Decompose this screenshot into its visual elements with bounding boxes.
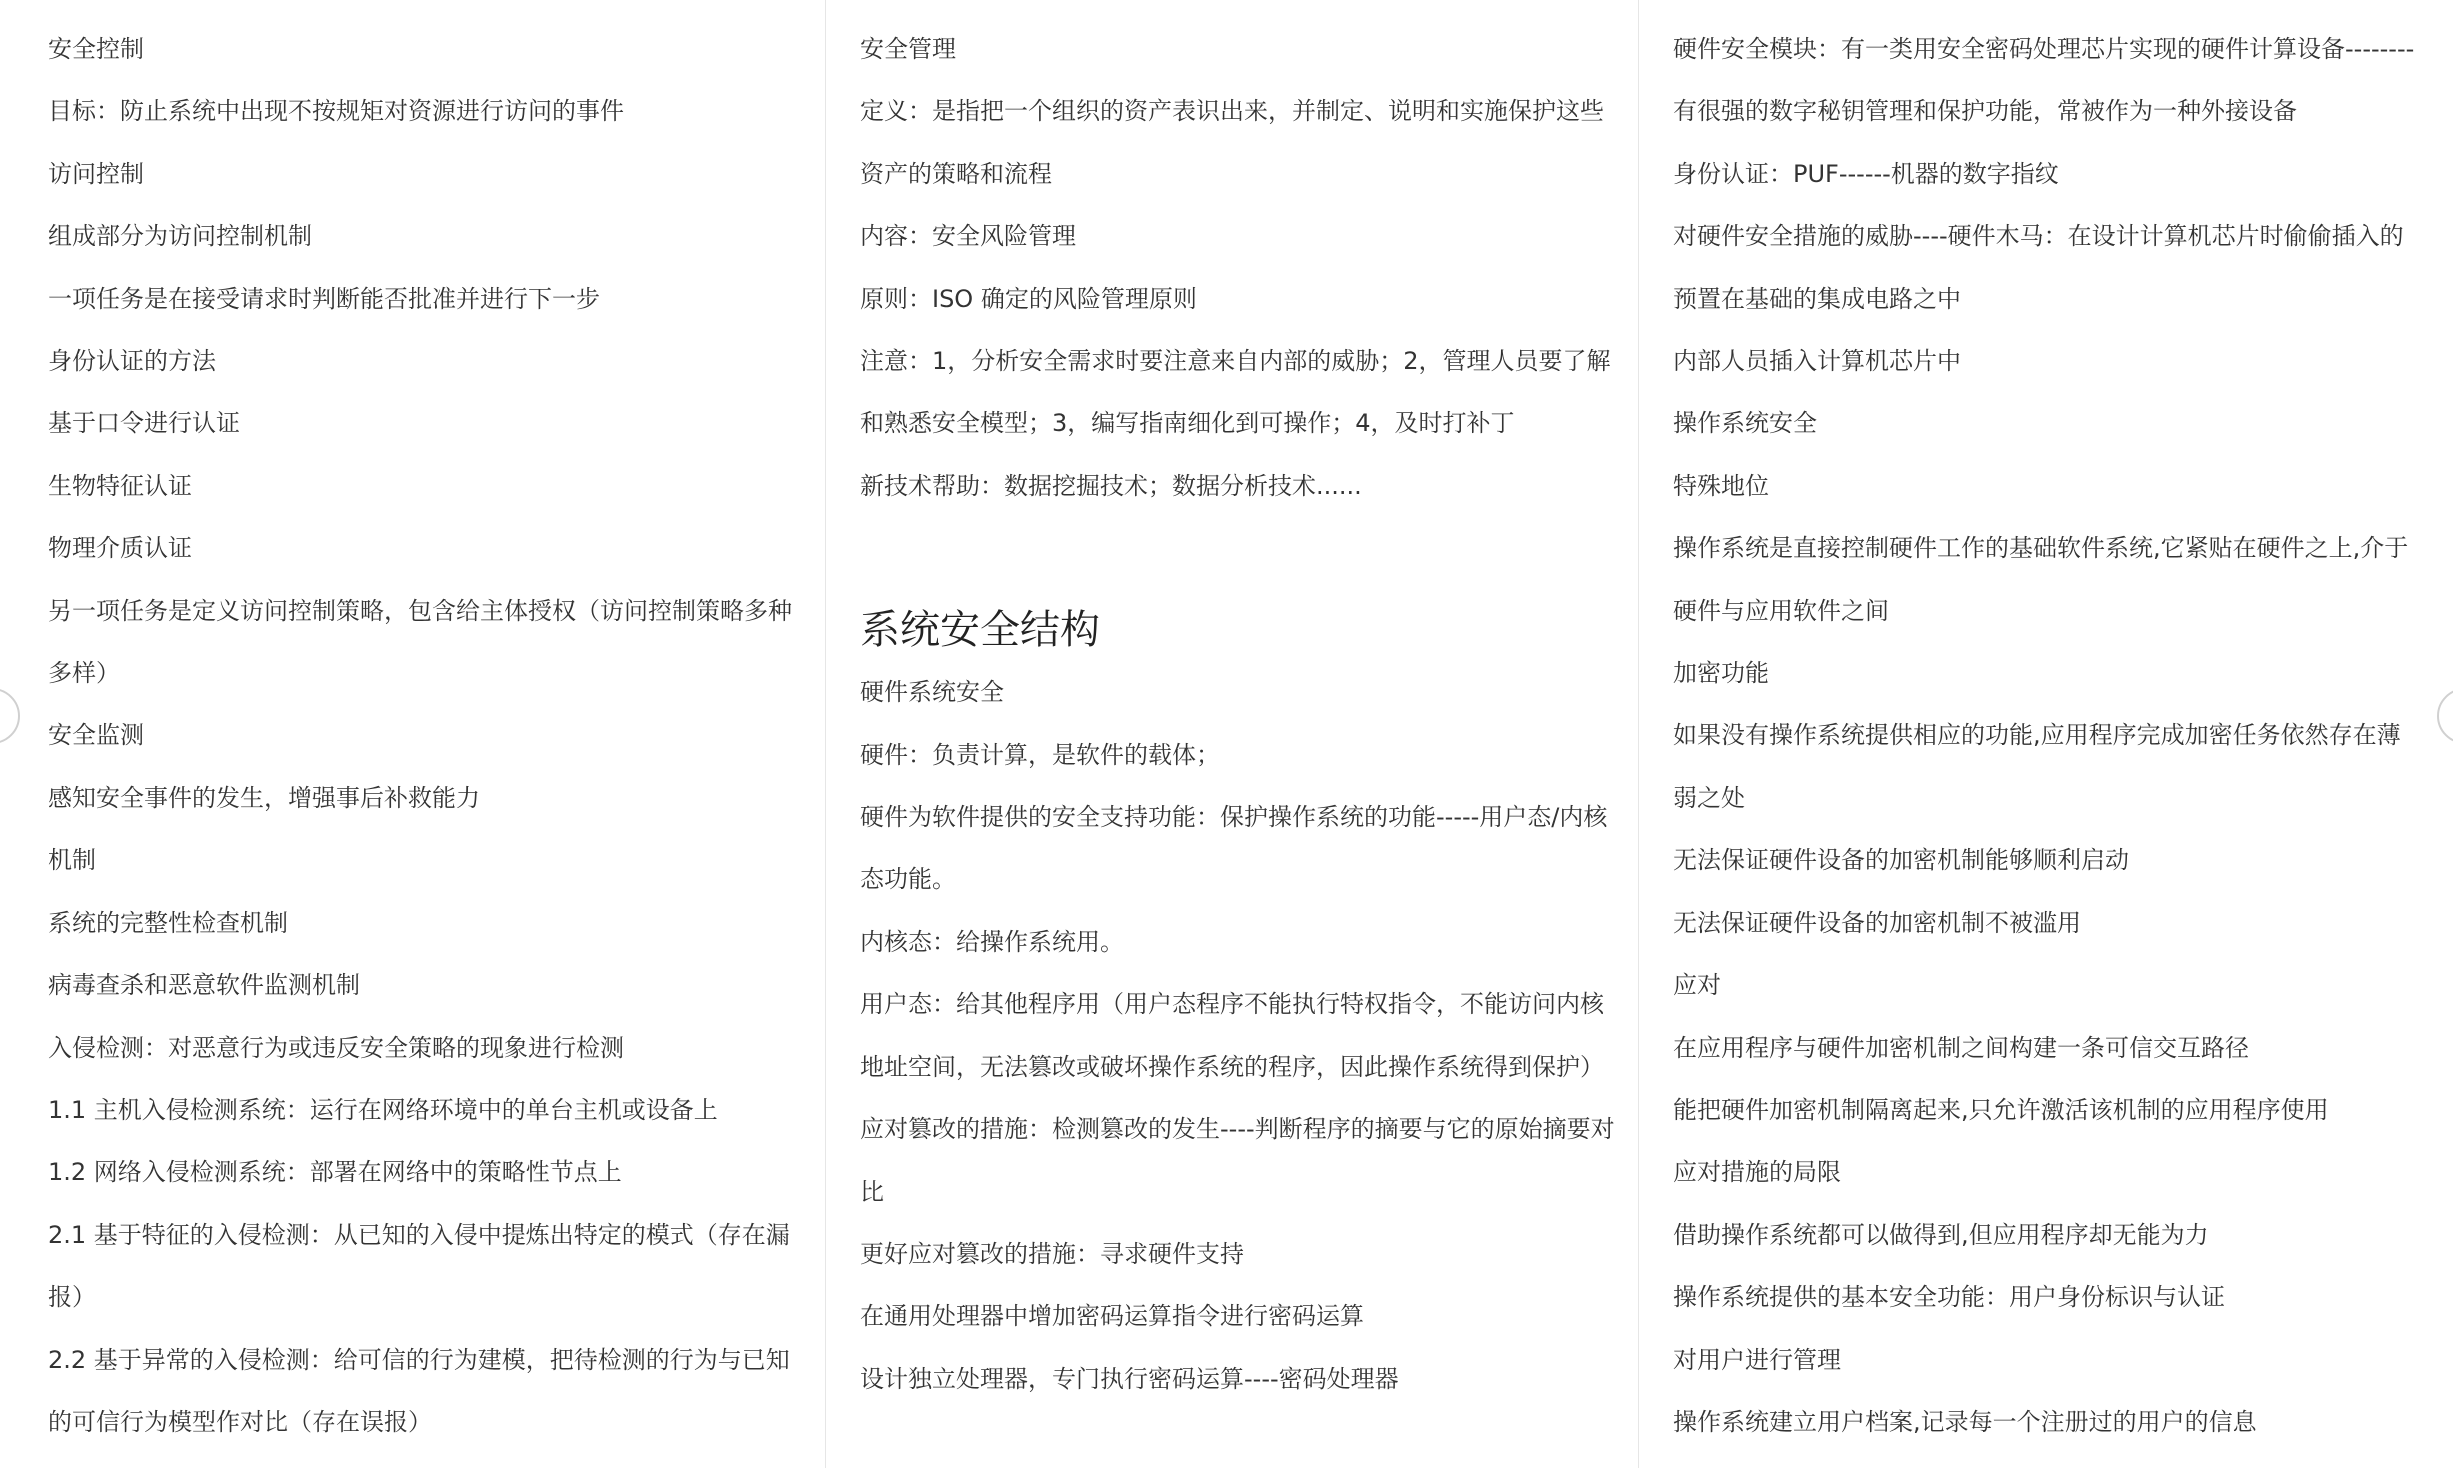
text-line: 设计独立处理器，专门执行密码运算----密码处理器	[860, 1364, 1399, 1393]
paragraph	[1673, 954, 2431, 1016]
text-line: 应对篡改的措施：检测篡改的发生----判断程序的摘要与它的原始摘要对	[860, 1115, 1615, 1144]
paragraph	[1673, 455, 2431, 517]
text-line: 内容：安全风险管理	[860, 222, 1076, 251]
paragraph	[860, 1285, 1616, 1347]
paragraph	[860, 330, 1616, 455]
paragraph-spacer	[860, 517, 1616, 579]
text-line: 弱之处	[1673, 783, 1745, 812]
paragraph	[860, 455, 1616, 517]
text-line: 应对措施的局限	[1673, 1158, 1841, 1187]
paragraph	[860, 1223, 1616, 1285]
paragraph	[48, 392, 803, 454]
text-line: 比	[860, 1177, 884, 1206]
column-1	[0, 0, 826, 1468]
text-line: 的可信行为模型作对比（存在误报）	[48, 1407, 432, 1436]
paragraph	[1673, 1329, 2431, 1391]
text-line: 借助操作系统都可以做得到,但应用程序却无能为力	[1673, 1220, 2209, 1249]
text-line: 操作系统是直接控制硬件工作的基础软件系统,它紧贴在硬件之上,介于	[1673, 534, 2409, 563]
text-line: 安全管理	[860, 35, 956, 63]
text-line: 组成部分为访问控制机制	[48, 222, 312, 251]
text-line: 应对	[1673, 971, 1721, 1000]
text-line: 入侵检测：对恶意行为或违反安全策略的现象进行检测	[48, 1033, 624, 1062]
paragraph	[48, 18, 803, 80]
text-line: 生物特征认证	[48, 471, 192, 500]
paragraph	[860, 268, 1616, 330]
text-line: 在通用处理器中增加密码运算指令进行密码运算	[860, 1302, 1364, 1331]
paragraph	[48, 704, 803, 766]
paragraph	[860, 724, 1616, 786]
text-line: 报）	[48, 1283, 96, 1312]
text-line: 注意：1，分析安全需求时要注意来自内部的威胁；2，管理人员要了解	[860, 347, 1611, 376]
paragraph	[48, 829, 803, 891]
paragraph	[48, 205, 803, 267]
paragraph	[1673, 330, 2431, 392]
paragraph	[1673, 704, 2431, 829]
text-line: 地址空间，无法篡改或破坏操作系统的程序，因此操作系统得到保护）	[860, 1052, 1604, 1081]
text-line: 态功能。	[860, 865, 956, 894]
paragraph	[1673, 1266, 2431, 1328]
paragraph	[860, 786, 1616, 911]
text-line: 用户态：给其他程序用（用户态程序不能执行特权指令，不能访问内核	[860, 990, 1604, 1019]
text-line: 1.2 网络入侵检测系统：部署在网络中的策略性节点上	[48, 1158, 622, 1187]
text-line: 特殊地位	[1673, 471, 1769, 500]
text-line: 硬件安全模块：有一类用安全密码处理芯片实现的硬件计算设备--------	[1673, 35, 2415, 63]
paragraph	[48, 892, 803, 954]
text-line: 硬件系统安全	[860, 678, 1004, 707]
text-line: 2.2 基于异常的入侵检测：给可信的行为建模，把待检测的行为与已知	[48, 1345, 790, 1374]
paragraph	[1673, 205, 2431, 330]
text-line: 机制	[48, 846, 96, 875]
paragraph	[48, 143, 803, 205]
paragraph	[48, 1141, 803, 1203]
text-line: 身份认证的方法	[48, 347, 216, 376]
paragraph	[48, 268, 803, 330]
paragraph	[860, 1098, 1616, 1223]
paragraph	[1673, 1204, 2431, 1266]
text-line: 感知安全事件的发生，增强事后补救能力	[48, 783, 480, 812]
text-line: 病毒查杀和恶意软件监测机制	[48, 971, 360, 1000]
paragraph	[48, 767, 803, 829]
text-line: 安全控制	[48, 35, 144, 63]
text-line: 身份认证：PUF------机器的数字指纹	[1673, 159, 2059, 188]
paragraph	[860, 80, 1616, 205]
text-line: 有很强的数字秘钥管理和保护功能，常被作为一种外接设备	[1673, 97, 2297, 126]
text-line: 对硬件安全措施的威胁----硬件木马：在设计计算机芯片时偷偷插入的	[1673, 222, 2404, 251]
paragraph	[1673, 642, 2431, 704]
text-line: 内部人员插入计算机芯片中	[1673, 347, 1961, 376]
text-line: 无法保证硬件设备的加密机制不被滥用	[1673, 908, 2081, 937]
paragraph	[48, 455, 803, 517]
paragraph	[48, 80, 803, 142]
text-line: 内核态：给操作系统用。	[860, 927, 1124, 956]
column-3	[1639, 0, 2453, 1468]
text-line: 在应用程序与硬件加密机制之间构建一条可信交互路径	[1673, 1033, 2249, 1062]
paragraph	[48, 1204, 803, 1329]
paragraph	[860, 911, 1616, 973]
text-line: 访问控制	[48, 159, 144, 188]
paragraph	[860, 661, 1616, 723]
text-line: 一项任务是在接受请求时判断能否批准并进行下一步	[48, 284, 600, 313]
paragraph	[1673, 1017, 2431, 1079]
text-line: 能把硬件加密机制隔离起来,只允许激活该机制的应用程序使用	[1673, 1095, 2329, 1124]
text-line: 对用户进行管理	[1673, 1345, 1841, 1374]
text-line: 新技术帮助：数据挖掘技术；数据分析技术......	[860, 471, 1362, 500]
text-line: 预置在基础的集成电路之中	[1673, 284, 1961, 313]
text-line: 物理介质认证	[48, 534, 192, 563]
paragraph	[860, 973, 1616, 1098]
paragraph	[1673, 892, 2431, 954]
paragraph	[1673, 18, 2431, 143]
paragraph	[48, 330, 803, 392]
paragraph	[1673, 392, 2431, 454]
text-line: 和熟悉安全模型；3，编写指南细化到可操作；4，及时打补丁	[860, 409, 1515, 438]
text-line: 1.1 主机入侵检测系统：运行在网络环境中的单台主机或设备上	[48, 1095, 718, 1124]
text-line: 安全监测	[48, 721, 144, 750]
column-2	[826, 0, 1639, 1468]
text-line: 硬件与应用软件之间	[1673, 596, 1889, 625]
paragraph	[48, 1017, 803, 1079]
paragraph	[860, 1348, 1616, 1410]
section-heading: 系统安全结构	[860, 607, 1100, 654]
paragraph	[1673, 1141, 2431, 1203]
text-line: 更好应对篡改的措施：寻求硬件支持	[860, 1239, 1244, 1268]
paragraph	[1673, 1079, 2431, 1141]
text-line: 操作系统建立用户档案,记录每一个注册过的用户的信息	[1673, 1407, 2257, 1436]
text-line: 加密功能	[1673, 659, 1769, 688]
paragraph	[1673, 517, 2431, 642]
paragraph	[48, 954, 803, 1016]
text-line: 2.1 基于特征的入侵检测：从已知的入侵中提炼出特定的模式（存在漏	[48, 1220, 790, 1249]
text-line: 目标：防止系统中出现不按规矩对资源进行访问的事件	[48, 97, 624, 126]
text-line: 操作系统安全	[1673, 409, 1817, 438]
text-line: 基于口令进行认证	[48, 409, 240, 438]
text-line: 硬件：负责计算，是软件的载体；	[860, 740, 1220, 769]
paragraph	[48, 517, 803, 579]
paragraph	[48, 1329, 803, 1454]
text-line: 资产的策略和流程	[860, 159, 1052, 188]
paragraph	[48, 580, 803, 705]
text-line: 定义：是指把一个组织的资产表识出来，并制定、说明和实施保护这些	[860, 97, 1604, 126]
text-line: 多样）	[48, 659, 120, 688]
text-line: 硬件为软件提供的安全支持功能：保护操作系统的功能-----用户态/内核	[860, 803, 1608, 832]
paragraph	[1673, 829, 2431, 891]
text-line: 原则：ISO 确定的风险管理原则	[860, 284, 1197, 313]
text-line: 另一项任务是定义访问控制策略，包含给主体授权（访问控制策略多种	[48, 596, 792, 625]
text-line: 无法保证硬件设备的加密机制能够顺利启动	[1673, 846, 2129, 875]
paragraph	[1673, 143, 2431, 205]
text-line: 操作系统提供的基本安全功能：用户身份标识与认证	[1673, 1283, 2225, 1312]
paragraph	[48, 1079, 803, 1141]
text-line: 系统的完整性检查机制	[48, 908, 288, 937]
paragraph	[860, 18, 1616, 80]
paragraph	[860, 205, 1616, 267]
text-line: 如果没有操作系统提供相应的功能,应用程序完成加密任务依然存在薄	[1673, 721, 2401, 750]
paragraph	[1673, 1391, 2431, 1453]
